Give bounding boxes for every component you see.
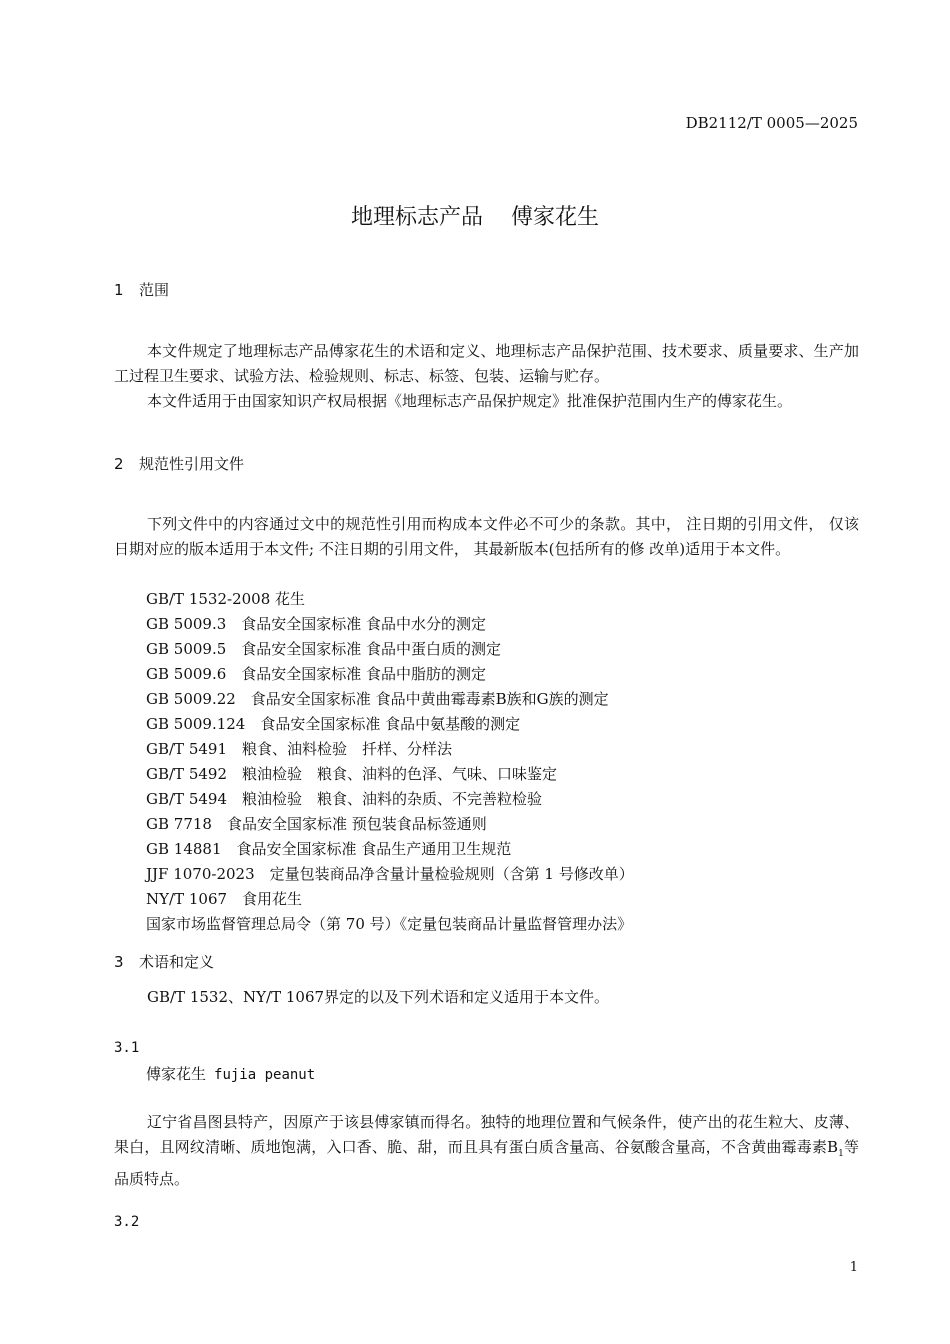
title-part-2: 傅家花生: [511, 205, 600, 230]
term-name-zh: 傅家花生: [146, 1065, 207, 1083]
reference-item: GB/T 5491 粮食、油料检验 扦样、分样法: [146, 740, 453, 758]
reference-item: NY/T 1067 食用花生: [146, 890, 303, 908]
reference-item: GB 5009.5 食品安全国家标准 食品中蛋白质的测定: [146, 640, 502, 658]
document-code: DB2112/T 0005—2025: [685, 114, 858, 132]
section-1-heading: [114, 279, 169, 300]
term-number: 3.1: [114, 1040, 140, 1056]
reference-item: GB/T 5494 粮油检验 粮食、油料的杂质、不完善粒检验: [146, 790, 543, 808]
definition-tail: 等品质特点。: [114, 1138, 859, 1188]
term-number: 3.2: [114, 1214, 140, 1230]
term-definition: [114, 1110, 859, 1192]
section-number: 3: [114, 953, 124, 971]
term-name-en: fujia peanut: [214, 1067, 316, 1083]
reference-item: GB 7718 食品安全国家标准 预包装食品标签通则: [146, 815, 487, 833]
section-title: 范围: [139, 281, 170, 299]
reference-item: GB 5009.124 食品安全国家标准 食品中氨基酸的测定: [146, 715, 521, 733]
reference-item: GB/T 5492 粮油检验 粮食、油料的色泽、气味、口味鉴定: [146, 765, 558, 783]
reference-item: GB/T 1532-2008 花生: [146, 590, 306, 608]
page-title: [0, 200, 950, 231]
term-entry: [146, 1063, 315, 1084]
section-2-heading: [114, 453, 244, 474]
reference-item: GB 5009.6 食品安全国家标准 食品中脂肪的测定: [146, 665, 487, 683]
section-number: 1: [114, 281, 124, 299]
page-number: 1: [849, 1260, 858, 1275]
reference-item: GB 5009.3 食品安全国家标准 食品中水分的测定: [146, 615, 487, 633]
title-part-1: 地理标志产品: [350, 205, 483, 230]
definition-main: 辽宁省昌图县特产，因原产于该县傅家镇而得名。独特的地理位置和气候条件，使产出的花生粒大、皮薄、果白，且网纹清晰、质地饱满，入口香、脆、甜，而且具有蛋白质含量高、谷氨酸含量高，不含黄曲霉毒素B: [114, 1113, 859, 1156]
terms-intro: GB/T 1532、NY/T 1067界定的以及下列术语和定义适用于本文件。: [147, 988, 610, 1006]
scope-paragraph-2: 本文件适用于由国家知识产权局根据《地理标志产品保护规定》批准保护范围内生产的傅家花生。: [147, 392, 793, 410]
section-number: 2: [114, 455, 124, 473]
section-title: 规范性引用文件: [139, 455, 245, 473]
reference-item: 国家市场监督管理总局令（第 70 号）《定量包装商品计量监督管理办法》: [146, 915, 633, 933]
scope-paragraph-1: 本文件规定了地理标志产品傅家花生的术语和定义、地理标志产品保护范围、技术要求、质量要求、生产加工过程卫生要求、试验方法、检验规则、标志、标签、包装、运输与贮存。: [114, 342, 859, 385]
reference-item: GB 14881 食品安全国家标准 食品生产通用卫生规范: [146, 840, 512, 858]
section-title: 术语和定义: [139, 953, 215, 971]
section-3-heading: [114, 951, 214, 972]
definition-subscript: 1: [838, 1149, 844, 1159]
reference-list: [146, 587, 634, 937]
reference-item: JJF 1070-2023 定量包装商品净含量计量检验规则（含第 1 号修改单）: [146, 865, 634, 883]
reference-item: GB 5009.22 食品安全国家标准 食品中黄曲霉毒素B族和G族的测定: [146, 690, 609, 708]
references-intro: 下列文件中的内容通过文中的规范性引用而构成本文件必不可少的条款。其中， 注日期的引用文件， 仅该日期对应的版本适用于本文件; 不注日期的引用文件， 其最新版本(包括所有的修 改单)适用于本文件。: [114, 515, 859, 558]
